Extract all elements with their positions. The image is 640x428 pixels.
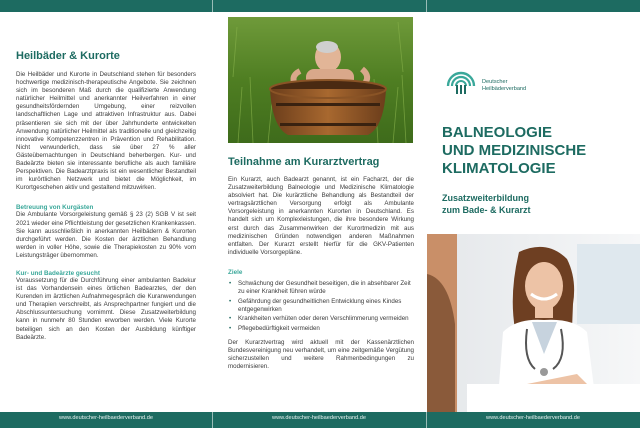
right-panel <box>427 12 640 412</box>
left-panel <box>0 12 212 412</box>
goal-text: Pflegebedürftigkeit vermeiden <box>238 324 320 332</box>
bathtub-photo <box>228 17 413 143</box>
subtitle-line-2: zum Bade- & Kurarzt <box>442 205 531 215</box>
middle-heading: Teilnahme am Kurarztvertrag <box>228 156 380 168</box>
title-block <box>442 124 632 178</box>
heilbaederverband-logo-icon <box>445 66 477 96</box>
goals-title: Ziele <box>228 268 243 276</box>
section-title-kuraerzte: Kur- und Badeärzte gesucht <box>16 269 100 277</box>
left-heading: Heilbäder & Kurorte <box>16 50 120 62</box>
bathtub-illustration <box>228 17 413 143</box>
goal-item <box>229 279 414 296</box>
middle-text: Ein Kurarzt, auch Badearzt genannt, ist ein Facharzt, der die Zusatzweiterbildung Balneologie und Medizinische Klimatologie absolviert hat. Die kurärztliche Behandlung als Bestandteil der vertragsärztlichen Versorgung erfolgt als Ambulante Vorsorgeleistung in anerkannten Kurorten in Deutschland. Es handelt sich um Komplexleistungen, die ihre besondere Wirkung erst durch das Zusammenwirken der Kurortmedizin mit aus medizinischen Gründen notwendigen anderen Maßnahmen entfalten. Der Kurarzt erstellt hierfür für die GKV-Patienten individuelle Vorsorgepläne. <box>228 176 414 256</box>
goal-text: Gefährdung der gesundheitlichen Entwicklung eines Kindes entgegenwirken <box>238 297 402 313</box>
goal-text: Krankheiten verhüten oder deren Verschlimmerung vermeiden <box>238 315 409 323</box>
top-stripe <box>0 0 640 12</box>
title-line-2: UND MEDIZINISCHE <box>442 142 587 159</box>
goal-text: Schwächung der Gesundheit beseitigen, die in absehbarer Zeit zu einer Krankheit führen würde <box>238 279 411 296</box>
doctor-illustration <box>427 234 640 412</box>
bullet-icon: • <box>229 315 232 323</box>
middle-panel <box>213 12 426 412</box>
footer-url-middle[interactable]: www.deutscher-heilbaederverband.de <box>272 415 366 421</box>
goal-item <box>229 324 414 333</box>
logo-line-2: Heilbäderverband <box>482 86 527 92</box>
middle-closing-text: Der Kurarztvertrag wird aktuell mit der Kassenärztlichen Bundesvereinigung neu verhandelt, um eine zeitgemäße Vergütung sicherzustellen und weitere Rahmenbedingungen zu modernisieren. <box>228 339 414 371</box>
section-title-kurgaeste: Betreuung von Kurgästen <box>16 204 94 212</box>
logo-text <box>482 79 526 93</box>
bullet-icon: • <box>229 279 232 287</box>
logo-line-1: Deutscher <box>482 79 508 85</box>
bullet-icon: • <box>229 297 232 305</box>
footer-url-right[interactable]: www.deutscher-heilbaederverband.de <box>486 415 580 421</box>
section-text-kurgaeste: Die Ambulante Vorsorgeleistung gemäß § 23 (2) SGB V ist seit 2021 wieder eine Pflichtleistung der gesetzlichen Krankenkassen. Sie kann ausschließlich in anerkannten Heilbädern & Kurorten durchgeführt werden. Die Kosten der ärztlichen Behandlung werden in voller Höhe, sowie die Therapiekosten zu 90% vom Leistungsträger übernommen. <box>16 211 196 259</box>
bullet-icon: • <box>229 324 232 332</box>
goal-item <box>229 315 414 323</box>
section-text-kuraerzte: Voraussetzung für die Durchführung einer ambulanten Badekur ist das Vorhandensein eines örtlichen Badearztes, der den Kurenden im ärztlichen Aufnahmegespräch die Kuranwendungen und Therapien verschreibt, als Ansprechpartner fungiert und die Abschlussuntersuchung vornimmt. Diese Zusatzweiterbildung kann in nunmehr 80 Stunden erworben werden. Viele Kurorte beteiligen sich an den Kosten der Ausbildung künftiger Badeärzte. <box>16 276 196 341</box>
goals-list <box>228 280 414 333</box>
subtitle-block <box>442 192 632 216</box>
title-line-3: KLIMATOLOGIE <box>442 160 556 177</box>
goal-item <box>229 297 414 314</box>
subtitle-line-1: Zusatzweiterbildung <box>442 193 530 203</box>
footer-url-left[interactable]: www.deutscher-heilbaederverband.de <box>59 415 153 421</box>
left-intro-text: Die Heilbäder und Kurorte in Deutschland stehen für besonders hochwertige medizinisch-therapeutische Angebote. Sie zeichnen sich im besonderen Maß durch die qualifizierte Anwendung natürlicher Heilmittel und anerkannter Heilverfahren in einer gesundheitsfördernden Umgebung, einer reizvollen landschaftlichen Lage und attraktiven Infrastruktur aus. Dabei präsentieren sie sich mit der über Jahrhunderte entwickelten Anwendung natürlicher Heilmittel als traditionelle und gleichzeitig innovative Kompetenzzentren in Prävention und Rehabilitation. Nicht verwunderlich, dass sie über 27 % aller Gästeübernachtungen in Deutschland beherbergen. Kur- und Badeärzte bieten sie interessante berufliche als auch familiäre Perspektiven. Die Badearztpraxis ist ein wesentlicher Bestandteil im kurörtlichen Netzwerk und bietet die Möglichkeit, im Kurortgeschehen aktiv und gestaltend mitzuwirken. <box>16 71 196 192</box>
doctor-photo <box>427 234 640 412</box>
title-line-1: BALNEOLOGIE <box>442 124 553 141</box>
